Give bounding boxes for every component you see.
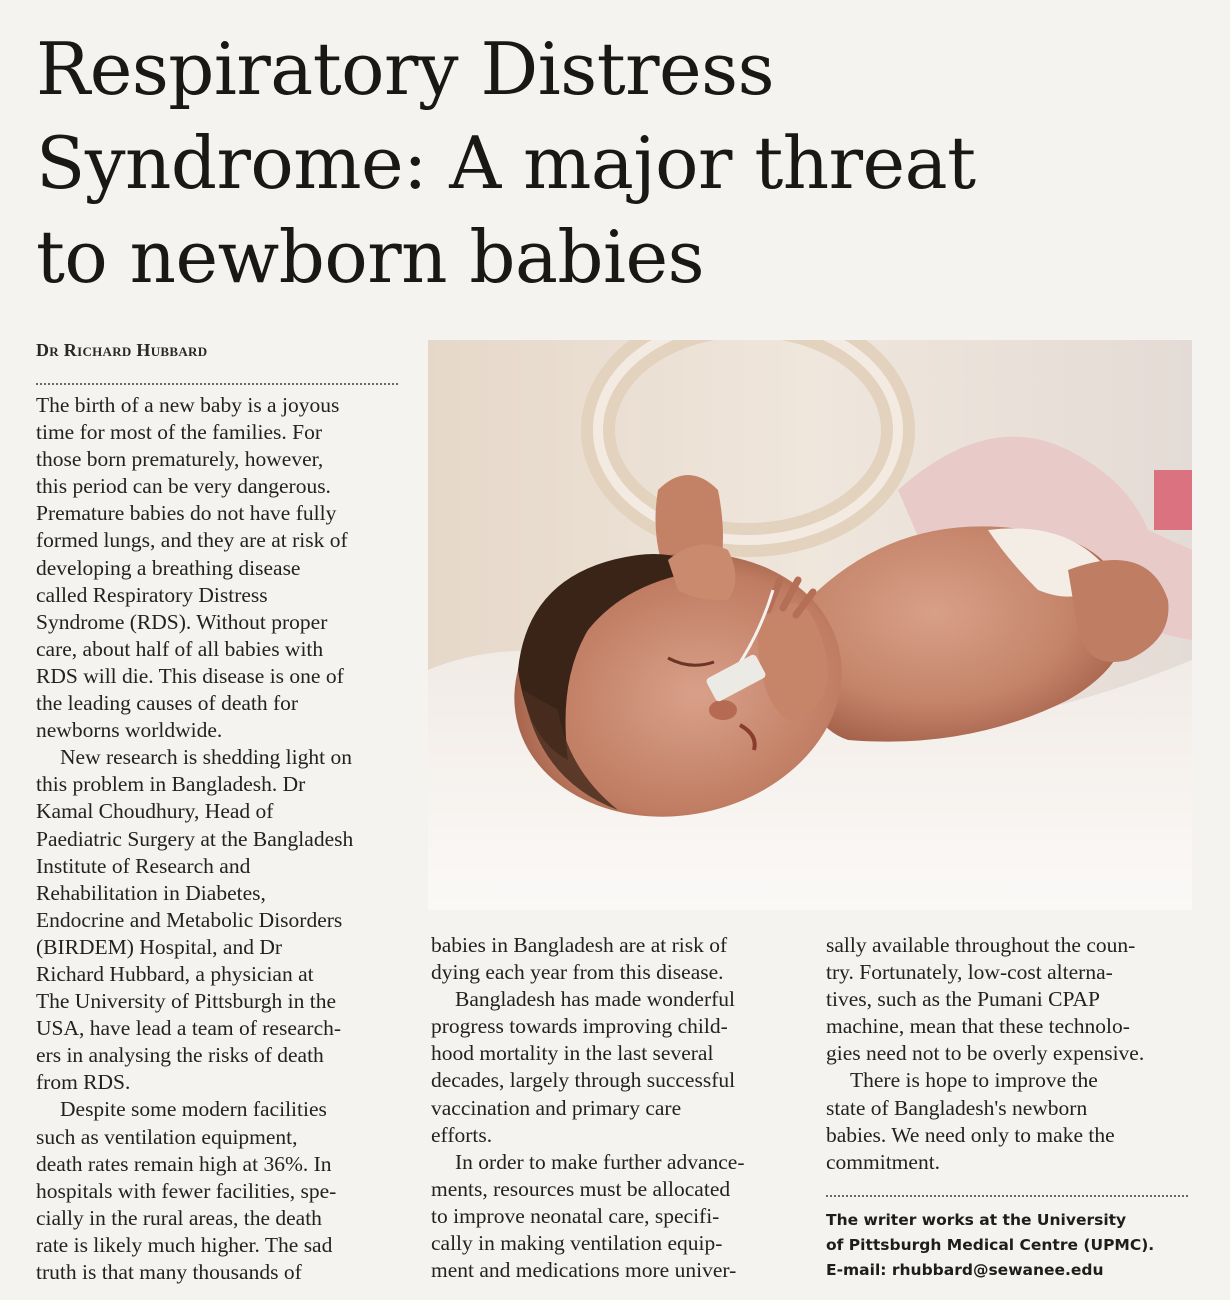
text-line: babies in Bangladesh are at risk of — [431, 933, 728, 957]
text-line: Despite some modern facilities — [60, 1097, 327, 1122]
text-line: Premature babies do not have fully — [36, 501, 337, 526]
text-column-3 — [826, 932, 1196, 1176]
text-line: commitment. — [826, 1149, 941, 1174]
text-line: In order to make further advance- — [455, 1149, 745, 1174]
text-line: cially in the rural areas, the death — [36, 1205, 322, 1230]
article-paragraph — [36, 1096, 406, 1286]
byline: Dr Richard Hubbard — [36, 340, 208, 360]
text-line: developing a breathing disease — [36, 555, 301, 580]
headline — [36, 22, 1206, 304]
text-line: babies. We need only to make the — [826, 1122, 1115, 1147]
text-line: cally in making ventilation equip- — [431, 1231, 723, 1256]
text-column-1 — [36, 392, 406, 1286]
text-line: such as ventilation equipment, — [36, 1124, 298, 1149]
text-line: those born prematurely, however, — [36, 447, 324, 472]
text-line: New research is shedding light on — [60, 745, 352, 770]
text-line: There is hope to improve the — [850, 1068, 1098, 1093]
author-note-line: The writer works at the University — [826, 1211, 1127, 1229]
text-line: ments, resources must be allocated — [431, 1176, 731, 1201]
text-line: state of Bangladesh's newborn — [826, 1095, 1088, 1120]
text-line: the leading causes of death for — [36, 691, 299, 716]
text-line: efforts. — [431, 1122, 493, 1147]
text-line: hood mortality in the last several — [431, 1041, 714, 1066]
footnote-divider — [826, 1195, 1188, 1197]
text-line: Richard Hubbard, a physician at — [36, 961, 314, 986]
author-note — [826, 1208, 1206, 1283]
text-line: RDS will die. This disease is one of — [36, 663, 344, 688]
text-line: tives, such as the Pumani CPAP — [826, 987, 1100, 1012]
baby-nose — [709, 700, 737, 720]
text-line: rate is likely much higher. The sad — [36, 1232, 333, 1257]
text-line: dying each year from this disease. — [431, 960, 724, 985]
article-paragraph — [431, 932, 803, 986]
text-line: decades, largely through successful — [431, 1068, 736, 1093]
text-line: care, about half of all babies with — [36, 636, 324, 661]
text-line: Institute of Research and — [36, 853, 251, 878]
text-line: this period can be very dangerous. — [36, 474, 331, 499]
text-line: The University of Pittsburgh in the — [36, 989, 336, 1014]
headline-line: Syndrome: A major threat — [36, 121, 976, 205]
byline-divider — [36, 383, 398, 385]
article-paragraph — [36, 744, 406, 1096]
text-line: this problem in Bangladesh. Dr — [36, 772, 306, 797]
text-line: ment and medications more univer- — [431, 1258, 737, 1283]
text-line: truth is that many thousands of — [36, 1260, 302, 1284]
newborn-baby-photo — [428, 340, 1192, 910]
text-line: machine, mean that these technolo- — [826, 1014, 1130, 1039]
text-line: vaccination and primary care — [431, 1095, 682, 1120]
text-line: sally available throughout the coun- — [826, 933, 1136, 957]
text-line: formed lungs, and they are at risk of — [36, 528, 348, 553]
article-paragraph — [431, 1149, 803, 1284]
text-line: to improve neonatal care, specifi- — [431, 1203, 720, 1228]
text-line: newborns worldwide. — [36, 718, 223, 743]
article-paragraph — [826, 932, 1196, 1067]
text-line: ers in analysing the risks of death — [36, 1043, 324, 1068]
text-line: The birth of a new baby is a joyous — [36, 393, 340, 417]
text-line: Paediatric Surgery at the Bangladesh — [36, 826, 354, 851]
text-line: called Respiratory Distress — [36, 582, 268, 607]
text-line: hospitals with fewer facilities, spe- — [36, 1178, 337, 1203]
article-paragraph — [36, 392, 406, 744]
text-column-2 — [431, 932, 803, 1284]
text-line: progress towards improving child- — [431, 1014, 728, 1039]
text-line: USA, have lead a team of research- — [36, 1016, 342, 1041]
headline-line: Respiratory Distress — [36, 27, 775, 111]
headline-line: to newborn babies — [36, 215, 705, 299]
article-paragraph — [826, 1067, 1196, 1175]
text-line: Bangladesh has made wonderful — [455, 987, 736, 1012]
text-line: Rehabilitation in Diabetes, — [36, 880, 266, 905]
author-note-email: E-mail: rhubbard@sewanee.edu — [826, 1261, 1104, 1279]
text-line: from RDS. — [36, 1070, 131, 1095]
author-note-line: of Pittsburgh Medical Centre (UPMC). — [826, 1236, 1155, 1254]
article-paragraph — [431, 986, 803, 1149]
text-line: (BIRDEM) Hospital, and Dr — [36, 934, 283, 959]
text-line: death rates remain high at 36%. In — [36, 1151, 332, 1176]
text-line: try. Fortunately, low-cost alterna- — [826, 960, 1113, 985]
text-line: Endocrine and Metabolic Disorders — [36, 907, 343, 932]
text-line: Kamal Choudhury, Head of — [36, 799, 274, 824]
text-line: Syndrome (RDS). Without proper — [36, 609, 328, 634]
text-line: time for most of the families. For — [36, 420, 323, 445]
text-line: gies need not to be overly expensive. — [826, 1041, 1145, 1066]
